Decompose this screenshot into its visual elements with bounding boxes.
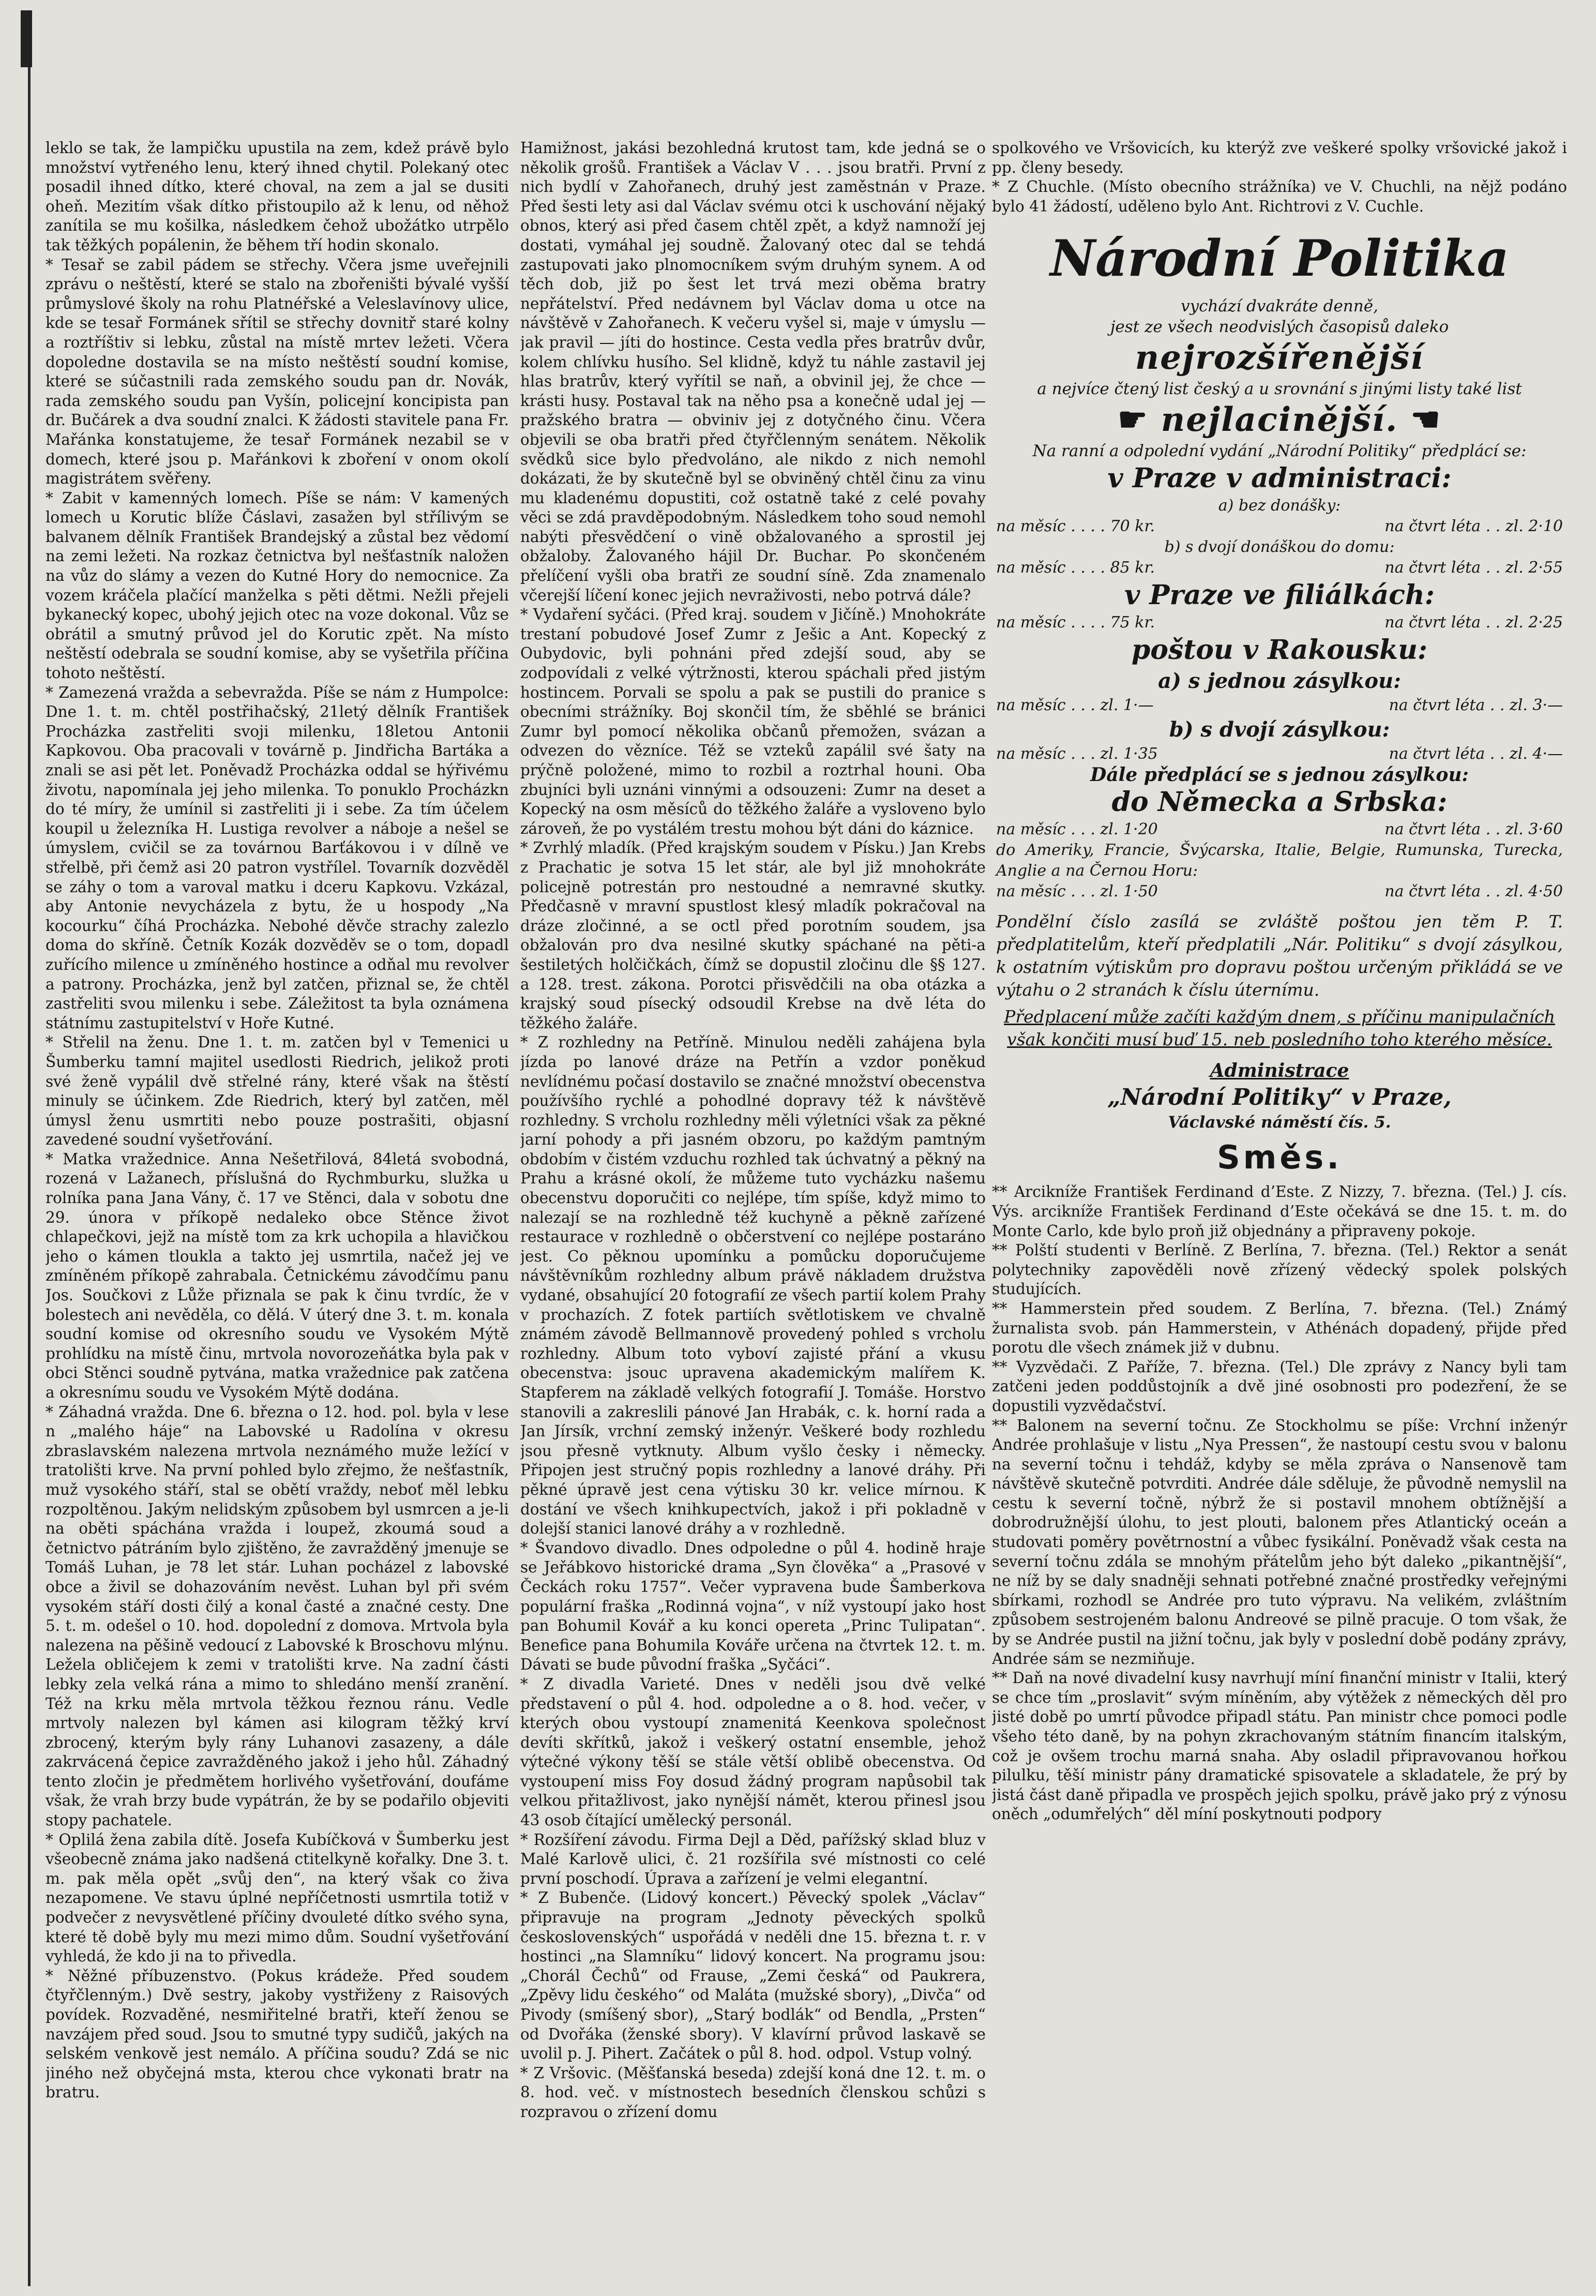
price-quarter: na čtvrt léta . . zl. 2·10 — [1384, 517, 1563, 536]
article-paragraph: * Zamezená vražda a sebevražda. Píše se nám z Humpolce: Dne 1. t. m. chtěl postřihačský, 21letý dělník František Procházka zastřeliti svoji milenku, 18letou Antonii Kapkovou. Oba pracovali v továrně p. Jindřicha Bartáka a znali se asi pět let. Poněvadž Procházka oddal se hýřivému životu, napomínala jej jeho milenka. To ponuklo Procházkn do té míry, že umínil si zastřeliti ji i sebe. Za tím účelem koupil u železníka H. Lustiga revolver a náboje a nešel se úmyslem, cvičil se za továrnou Barťákovou i v dílně ve střelbě, při čemž asi 20 patron vystřílel. Tovarník dozvěděl se záhy o tom a varoval matku i dceru Kapkovu. Vzkázal, aby Antonie nevycházela z bytu, že u hospody „Na kocourku“ číhá Procházka. Nebohé děvče strachy zalezlo doma do skříně. Četník Kozák dozvěděv se o tom, dopadl zuřícího milence u zmíněného hostince a odňal mu revolver a patrony. Procházka, jenž byl zatčen, přiznal se, že chtěl zastřeliti svou milenku i sebe. Záležitost ta byla oznámena státnímu zastupitelství v Hoře Kutné. — [46, 683, 509, 1032]
price-row — [992, 612, 1567, 633]
pointing-hand-icon: ☚ — [1410, 400, 1441, 440]
article-paragraph: * Oplilá žena zabila dítě. Josefa Kubíčková v Šumberku jest všeobecně známa jako nadšená ctitelkyně kořalky. Dne 3. t. m. pak měla opět „svůj den“, na který však co živa nezapomene. Ve stavu úplné nepříčetnosti usmrtila totiž v podvečer z nevysvětlené příčiny dvouleté dítko svého syna, které tě době byly mu mezi mimo dům. Soudní vyšetřování vyhledá, že kdo ji na to přivedla. — [46, 1830, 509, 1965]
ad-administration-address: Václavské náměstí čís. 5. — [1168, 1113, 1391, 1132]
price-row — [992, 881, 1567, 902]
article-paragraph: * Něžné příbuzenstvo. (Pokus krádeže. Před soudem čtyřčlenným.) Dvě sestry, jakoby vystřiženy z Raisových povídek. Rozvaděné, nesmiřitelné bratři, kteří ženou se navzájem před soud. Jsou to smutné typy sudičů, jakých na selském venkově jest nemálo. A příčina soudu? Zdá se nic jiného než obyčejná msta, kterou chce vykonati bratr na bratru. — [46, 1967, 509, 2102]
pointing-hand-icon: ☛ — [1118, 400, 1149, 440]
section-title-smes: Směs. — [1217, 1138, 1342, 1177]
article-paragraph: * Střelil na ženu. Dne 1. t. m. zatčen byl v Temenici u Šumberku tamní majitel usedlosti Riedrich, jelikož proti své ženě vypálil dvě střelné rány, které však na štěstí minuly se účinkem. Zde Riedrich, který byl zatčen, měl úmysl ženu usmrtiti nebo pouze postrašiti, objasní zavedené soudní vyšetřování. — [46, 1033, 509, 1149]
article-paragraph: * Matka vražednice. Anna Nešetřilová, 84letá svobodná, rozená v Lažanech, příslušná do Rychmburku, služka u rolníka pana Jana Vány, č. 17 ve Stěnci, dala v sobotu dne 29. února v příkopě nedaleko obce Stěnce život chlapečkovi, jejž na místě tom za krk uchopila a hlavičkou jeho o kámen tloukla a takto jej usmrtila, načež jej ve zmíněném příkopě zahrabala. Četnickému závodčímu panu Jos. Součkovi z Lůže přiznala se pak k činu tvrdíc, že v bolestech ani nevěděla, co dělá. V úterý dne 3. t. m. konala soudní komise od okresního soudu ve Vysokém Mýtě prohlídku na místě činu, mrtvola novorozeňátka byla pak v obci Stěnci soudně pytvána, matka vražednice pak zatčena a okresnímu soudu ve Vysokém Mýtě dodána. — [46, 1150, 509, 1401]
ad-line: Dále předplácí se s jednou zásylkou: — [1090, 764, 1469, 786]
ad-line: a nejvíce čtený list český a u srovnání s jinými listy také list — [1037, 380, 1522, 399]
ad-administration-name: „Národní Politiky“ v Praze, — [1107, 1084, 1452, 1111]
ad-administration-title: Administrace — [1210, 1060, 1349, 1082]
article-paragraph: leklo se tak, že lampičku upustila na zem, kdež právě bylo množství vytřeného lenu, který ihned chytil. Polekaný otec posadil ihned dítko, které choval, na zem a jal se dusiti oheň. Mezitím však dítko přistoupilo až k lenu, od něhož zanítila se mu košilka, následkem čehož ubožátko utrpělo tak těžkých popálenin, že během tří hodin skonalo. — [46, 139, 509, 254]
article-paragraph: * Z Vršovic. (Měšťanská beseda) zdejší koná dne 12. t. m. o 8. hod. več. v místnostech besedních členskou schůzi s rozpravou o zřízení domu — [520, 2064, 986, 2121]
left-binding-rule — [28, 10, 31, 2286]
ad-section-title: do Německa a Srbska: — [1111, 786, 1448, 818]
ad-subtitle: b) s dvojí zásylkou: — [1169, 717, 1390, 742]
ad-headline: nejrozšířenější — [1135, 338, 1424, 378]
page-edge-mark — [21, 10, 32, 67]
price-month: na měsíc . . . . 85 kr. — [996, 559, 1155, 577]
column-3 — [992, 139, 1567, 2285]
article-paragraph: * Vydaření syčáci. (Před kraj. soudem v Jičíně.) Mnohokráte trestaní pobudové Josef Zumr z Ješic a Ant. Kopecký z Oubydovic, byli pohnáni před zdejší soud, aby se zodpovídali z velké výtržnosti, kterou spáchali před jistým hostincem. Porvali se spolu a pak se pustili do pranice s obecními strážníky. Boj skončil tím, že sběhlé se bránici Zumr byl pomocí několika občanů přemožen, svázan a odvezen do vězníce. Též se vzteků zapálil své šaty na prýčně položené, mimo to rozbil a roztrhal houni. Oba zbujníci byli uznáni vinnými a odsouzeni: Zumr na deset a Kopecký na osm měsíců do těžkého žaláře a vysloveno bylo zároveň, že po vystálém trestu mohou být dáni do káznice. — [520, 606, 986, 837]
price-month: na měsíc . . . . 70 kr. — [996, 517, 1155, 536]
ad-countries: do Ameriky, Francie, Švýcarska, Italie, Belgie, Rumunska, Turecka, Anglie a na Černou Horu: — [996, 841, 1563, 880]
price-month: na měsíc . . . zl. 1·— — [996, 696, 1154, 715]
ad-section-title: v Praze v administraci: — [1107, 462, 1452, 494]
article-paragraph: ** Vyzvědači. Z Paříže, 7. března. (Tel.) Dle zprávy z Nancy byli tam zatčeni jeden poddůstojník a dvě jiné osobnosti pro podezření, že se dopustili vyzvědačství. — [992, 1358, 1567, 1415]
price-quarter: na čtvrt léta . . zl. 3·— — [1389, 696, 1563, 715]
article-paragraph: * Z divadla Varieté. Dnes v neděli jsou dvě velké představení o půl 4. hod. odpoledne a o 8. hod. večer, v kterých obou vystoupí znamenitá Keenkova společnost devíti skřítků, jakož i veškerý ostatní ensemble, jehož výtečné výkony těší se stále větší oblibě obecenstva. Od vystoupení miss Foy dosud žádný program napůsobil tak velkou přitažlivost, jako nynější námět, kterou přinesl jsou 43 osob čítající umělecký personál. — [520, 1675, 986, 1829]
article-paragraph: * Z Bubenče. (Lidový koncert.) Pěvecký spolek „Václav“ připravuje na program „Jednoty pěveckých spolků československých“ uspořádá v neděli dne 15. března t. r. v hostinci „na Slamníku“ lidový koncert. Na programu jsou: „Chorál Čechů“ od Frause, „Zemi česká“ od Paukrera, „Zpěvy lidu českého“ od Maláta (mužské sbory), „Divča“ od Pivody (smíšený sbor), „Starý bodlák“ od Bendla, „Prsten“ od Dvořáka (ženské sbory). V klavírní průvod laskavě se uvolil p. J. Pihert. Začátek o půl 8. hod. odpol. Vstup volný. — [520, 1889, 986, 2063]
ad-section-title: v Praze ve filiálkách: — [1124, 579, 1435, 611]
ad-headline — [992, 399, 1567, 441]
article-paragraph: * Rozšíření závodu. Firma Dejl a Děd, pařížský sklad bluz v Malé Karlově ulici, č. 21 rozšířila své místnosti co celé první poschodí. Úprava a zařízení je velmi elegantní. — [520, 1830, 986, 1887]
price-row — [992, 819, 1567, 840]
ad-note: Předplacení může začíti každým dnem, s příčinu manipulačních však končiti musí buď 15. neb posledního toho kterého měsíce. — [1004, 1007, 1555, 1050]
column-2 — [520, 139, 986, 2285]
price-row — [992, 695, 1567, 716]
ad-subtitle: b) s dvojí donáškou do domu: — [1164, 538, 1395, 557]
ad-line: Na ranní a odpolední vydání „Národní Politiky“ předplácí se: — [1032, 442, 1527, 461]
masthead-title: Národní Politika — [1050, 229, 1509, 288]
price-quarter: na čtvrt léta . . zl. 4·— — [1389, 745, 1563, 763]
price-month: na měsíc . . . zl. 1·50 — [996, 882, 1158, 901]
price-month: na měsíc . . . zl. 1·35 — [996, 745, 1158, 763]
price-month: na měsíc . . . . 75 kr. — [996, 613, 1155, 632]
ad-subtitle: a) s jednou zásylkou: — [1158, 669, 1401, 694]
article-paragraph: * Švandovo divadlo. Dnes odpoledne o půl 4. hodině hraje se Jeřábkovo historické drama „Syn člověka“ a „Prasové v Čeckách roku 1757“. Večer vypravena bude Šamberkova populární fraška „Rodinná vojna“, v níž vystoupí jako host pan Bohumil Kovář a ku konci opereta „Princ Tulipatan“. Benefice pana Bohumila Kováře určena na čtvrtek 12. t. m. Dávati se bude původní fraška „Syčáci“. — [520, 1539, 986, 1674]
article-paragraph: spolkového ve Vršovicích, ku kterýž zve veškeré spolky vršovické jakož i pp. členy besedy. — [992, 139, 1567, 176]
price-row — [992, 558, 1567, 578]
article-paragraph: * Záhadná vražda. Dne 6. března o 12. hod. pol. byla v lese n „malého háje“ na Labovské u Radolína v okresu zbraslavském nalezena mrtvola neznámého muže ležící v tratolišti krve. Na první pohled bylo zřejmo, že nešťastník, muž vysokého stáří, stal se obětí vraždy, neboť měl lebku rozpoltěnou. Jakým nelidským způsobem byl usmrcen a je-li na oběti spáchána vražda i loupež, zkoumá soud a četnictvo pátráním bylo zjištěno, že zavražděný jmenuje se Tomáš Luhan, je 78 let stár. Luhan pocházel z labovské obce a živil se dohazováním nevěst. Luhan byl při svém vysokém stáří dosti čilý a konal časté a značné cesty. Dne 5. t. m. odešel o 10. hod. dopolední z domova. Mrtvola byla nalezena na pěšině vedoucí z Labovské k Broschovu mlýnu. Ležela obličejem k zemi v tratolišti krve. Na zadní části lebky zela velká rána a mimo to shledáno menší zranění. Též na krku měla mrtvola těžkou řeznou ránu. Vedle mrtvoly nalezen byl kámen asi kilogram těžký krví zbrocený, kterým byly rány Luhanovi zasazeny, a dále zakrvácená čepice zavražděného jakož i jeho hůl. Záhadný tento zločin je předmětem horlivého vyšetřování, doufáme však, že vrah brzy bude vypátrán, že by se podařilo objeviti stopy pachatele. — [46, 1403, 509, 1829]
article-paragraph: ** Arcikníže František Ferdinand d’Este. Z Nizzy, 7. března. (Tel.) J. cís. Výs. arcikníže František Ferdinand d’Este očekává se dne 15. t. m. do Monte Carlo, kde bylo proň již objednány a připraveny pokoje. — [992, 1183, 1567, 1240]
article-paragraph: Hamižnost, jakási bezohledná krutost tam, kde jedná se o několik grošů. František a Václav V . . . jsou bratři. První z nich bydlí v Zahořanech, druhý jest zaměstnán v Praze. Před šesti lety asi dal Václav svému otci k uschování nějaký obnos, který asi před časem chtěl zpět, a když namnoží jej dostati, vymáhal jej soudně. Žalovaný otec dal se tehdá zastupovati jako plnomocníkem svým druhým synem. A od těch dob, již po šest let trvá mezi oběma bratry nepřátelství. Před nedávnem byl Václav doma u otce na návštěvě v Zahořanech. K večeru vyšel si, maje v úmyslu — jak pravil — jíti do hostince. Cesta vedla přes bratrův dvůr, kolem chlívku husího. Sel klidně, když tu náhle zastavil jej hlas bratrův, který vyřítil se naň, a obvinil jej, že chce — krásti husy. Postaval tak na něho psa a konečně udal jej — pražského bratra — obviniv jej z dotyčného činu. Včera objevili se oba bratři před čtyřčlenným senátem. Několik svědků sice bylo předvoláno, ale nikdo z nich nemohl dokázati, že by skutečně byl se obviněný chtěl činu za vinu mu kladenému dopustiti, což ostatně také z celé povahy věci se zdá pravděpodobným. Následkem toho soud nemohl nabýti přesvědčení o vině obžalovaného a sprostil jej obžaloby. Žalovaného hájil Dr. Buchar. Po skončeném přelíčení vyšli oba bratři ze soudní síně. Zda znamenalo včerejší líčení konec jejich nevraživosti, nebo potrvá dále? — [520, 139, 986, 604]
ad-line: vychází dvakráte denně, — [1181, 297, 1378, 316]
ad-note: Pondělní číslo zasílá se zvláště poštou jen těm P. T. předplatitelům, kteří předplatili „Nár. Politiku“ s dvojí zásylkou, k ostatním výtiskům pro dopravu poštou určeným přikládá se ve výtahu o 2 stranách k číslu úternímu. — [996, 911, 1563, 1000]
article-paragraph: * Z Chuchle. (Místo obecního strážníka) ve V. Chuchli, na nějž podáno bylo 41 žádostí, uděleno bylo Ant. Richtrovi z V. Cuchle. — [992, 178, 1567, 215]
price-quarter: na čtvrt léta . . zl. 4·50 — [1384, 882, 1563, 901]
price-quarter: na čtvrt léta . . zl. 2·25 — [1384, 613, 1563, 632]
subscription-advertisement — [992, 228, 1567, 1133]
article-paragraph: * Z rozhledny na Petříně. Minulou neděli zahájena byla jízda po lanové dráze na Petřín a vzdor poněkud nevlídnému počasí dostavilo se značné množství obecenstva používšího rychlé a pohodlné dopravy též k návštěvě rozhledny. S vrcholu rozhledny měli výletníci však za pěkné jarní pohody a při jasném obzoru, po každým pamtným obdobím v čistém vzduchu rozhled tak úchvatný a pěkný na Prahu a krásné okolí, že můžeme tuto vycházku našemu obecenstvu doporučiti co nejlépe, tím spíše, když mimo to nalezají se na rozhledně též kuchyně a pěkně zařízené restaurace v rozhledně o občerstvení co nejlépe postaráno jest. Co pěknou upomínku a pomůcku doporučujeme návštěvníkům rozhledny album právě nákladem družstva vydané, obsahující 20 fotografií ze všech partií kolem Prahy v prochazích. Z fotek partiích světlotiskem ve chvalně známém závodě Bellmannově provedený pohled s vrcholu rozhledny. Album toto vyboví zajisté přání a vkusu obecenstva: jsouc upravena akademickým malířem K. Stapferem na základě velkých fotografií J. Tomáše. Horstvo stanovili a zakreslili pánové Jan Hrabák, c. k. horní rada a Jan Jírsík, vrchní zemský inženýr. Veškeré body rozhledu jsou přesně vytknuty. Album vyšlo česky i německy. Připojen jest stručný popis rozhledny a lanové dráhy. Při pěkné úpravě jest cena výtisku 30 kr. velice mírnou. K dostání ve všech knihkupectvích, jakož i při pokladně v dolejší stanici lanové dráhy a v rozhledně. — [520, 1033, 986, 1538]
ad-line: jest ze všech neodvislých časopisů daleko — [1110, 318, 1449, 337]
price-quarter: na čtvrt léta . . zl. 3·60 — [1384, 820, 1563, 839]
article-paragraph: * Zabit v kamenných lomech. Píše se nám: V kamených lomech u Korutic blíže Čáslavi, zasažen byl střílivým se balvanem dělník František Brandejský a zůstal bez vědomí na zemi ležeti. Na rozkaz četnictva byl nešťastník naložen na vůz do slámy a vezen do Kutné Hory do nemocnice. Za vozem kráčela plačící manželka s pěti dětmi. Nežli přejeli bykanecký kopec, ubohý jejich otec na voze dokonal. Vůz se obrátil a smutný průvod jel do Korutic zpět. Na místo neštěstí odebrala se soudní komise, aby se vyšetřila příčina tohoto neštěstí. — [46, 489, 509, 682]
ad-section-title: poštou v Rakousku: — [1131, 634, 1428, 666]
article-paragraph: ** Daň na nové divadelní kusy navrhují míní finanční ministr v Italii, který se chce tím „proslavit“ svým míněním, aby výtěžek z německých děl pro jisté době po umrtí původce připadl státu. Pan ministr chce pomoci podle všeho této daně, by na pohyn zkrachovaným státním financím italským, což je ovšem trochu marná snaha. Aby osladil připravovanou hořkou pilulku, těší ministr pány dramatické spisovatele a skladatele, že prý by jistá část daně připadla ve prospěch jejich spolku, právě jako prý z výnosu oněch „odumřelých“ děl míní poskytnouti podpory — [992, 1669, 1567, 1823]
ad-subtitle: a) bez donášky: — [1218, 497, 1341, 515]
article-paragraph: * Tesař se zabil pádem se střechy. Včera jsme uveřejnili zprávu o neštěstí, které se stalo na zbořeništi bývalé vyšší průmyslové školy na rohu Platnéřské a Veleslavínovy ulice, kde se tesař Formánek sřítil se střechy dovnitř staré kolny a roztříštiv si lebku, zůstal na místě mrtev ležeti. Včera dopoledne dostavila se na místo neštěstí soudní komise, které se súčastnili rada zemského soudu pan dr. Novák, rada zemského soudu pan Vyšín, policejní koncipista pan dr. Bučárek a dva soudní znalci. K žádosti stavitele pana Fr. Mařánka konstatujeme, že tesař Formánek nezabil se v domech, které jsou p. Mařánkovi k zboření v onom okolí magistrátem svěřeny. — [46, 256, 509, 488]
price-month: na měsíc . . . zl. 1·20 — [996, 820, 1158, 839]
price-row — [992, 516, 1567, 537]
article-paragraph: * Zvrhlý mladík. (Před krajským soudem v Písku.) Jan Krebs z Prachatic je sotva 15 let stár, ale byl již mnohokráte policejně potrestán pro nestoudné a nemravné skutky. Předčasně v mravní spustlost klesý mladík pokračoval na dráze zločinné, a se octl před porotním soudem, jsa obžalován pro dva nesilné skutky spáchané na pěti-a šestiletých holčičkách, čímž se dopustil zločinu dle §§ 127. a 128. trest. zákona. Porotci přisvědčili na oba otázka a krajský soud písecký odsoudil Krebse na dvě léta do těžkého žaláře. — [520, 839, 986, 1032]
article-paragraph: ** Hammerstein před soudem. Z Berlína, 7. března. (Tel.) Známý žurnalista svob. pán Hammerstein, v Athénách dopadený, přijde před porotu dle všech známek již v dubnu. — [992, 1299, 1567, 1357]
column-1 — [46, 139, 509, 2285]
article-paragraph: ** Balonem na severní točnu. Ze Stockholmu se píše: Vrchní inženýr Andrée prohlašuje v listu „Nya Pressen“, že nastoupí cestu svou v balonu na severní točnu i tehdáž, kdyby se měla zpráva o Nansenově tam návštěvě skutečně potvrditi. Andrée dále sděluje, že původně nemyslil na cestu k severní točně, nýbrž že si postavil mnohem obtížnější a dobrodružnější úlohu, to jest plouti, balonem přes Atlantický oceán a studovati poměry povětrnostní a vůbec fysikální. Poněvadž však cesta na severní točnu zdála se mnohým přátelům jeho být daleko „pikantnější“, ne níž by se daly snadněji sehnati potřebné značné prostředky veřejnými sbírkami, rozhodl se Andrée pro tuto výpravu. Na velikém, zvláštním způsobem sestrojeném balonu Andreové se pilně pracuje. O tom však, že by se Andrée pustil na jižní točnu, jak byly v poslední době podány zprávy, Andrée sám se nezmiňuje. — [992, 1416, 1567, 1668]
price-row — [992, 744, 1567, 764]
ad-headline-text: nejlacinější. — [1161, 400, 1398, 440]
price-quarter: na čtvrt léta . . zl. 2·55 — [1384, 559, 1563, 577]
article-paragraph: ** Polští studenti v Berlíně. Z Berlína, 7. března. (Tel.) Rektor a senát polytechniky zapověděli nově zřízený vědecký spolek polských studujících. — [992, 1241, 1567, 1298]
